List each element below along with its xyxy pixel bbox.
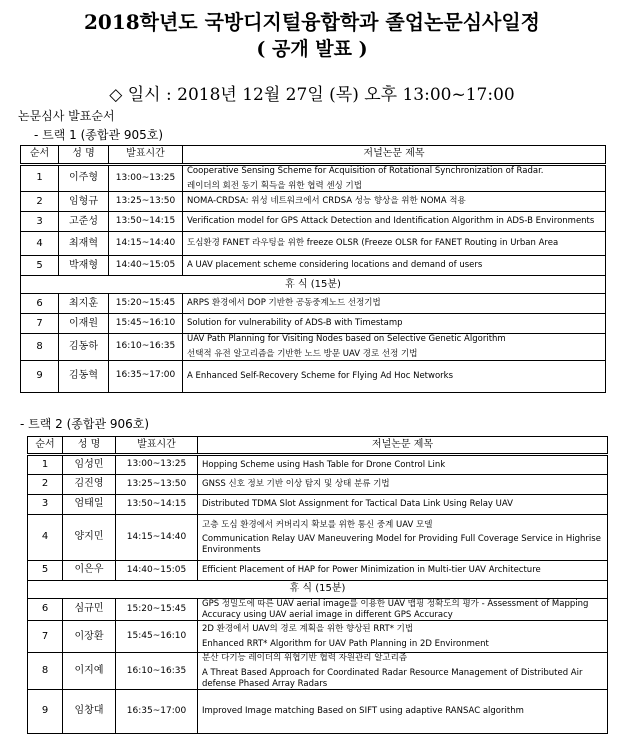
cell-title [183, 360, 606, 392]
paper-title: Solution for vulnerability of ADS-B with Timestamp [187, 318, 403, 329]
break-label: 휴 식 (15분) [21, 276, 606, 294]
header-title: 저널논문 제목 [183, 146, 606, 165]
cell-name: 양지민 [63, 515, 116, 561]
track1-label: - 트랙 1 (종합관 905호) [34, 128, 164, 142]
cell-order: 5 [21, 256, 59, 276]
table-row [21, 232, 606, 256]
cell-time: 13:00~13:25 [109, 165, 183, 192]
paper-title: Improved Image matching Based on SIFT using adaptive RANSAC algorithm [202, 706, 524, 717]
paper-title: Distributed TDMA Slot Assignment for Tactical Data Link Using Relay UAV [202, 499, 513, 510]
cell-title [183, 256, 606, 276]
cell-title [183, 334, 606, 360]
cell-order: 6 [21, 294, 59, 314]
cell-title [198, 621, 608, 653]
cell-title [183, 232, 606, 256]
page-title: 2018학년도 국방디지털융합학과 졸업논문심사일정 [84, 10, 540, 34]
cell-name: 최지훈 [59, 294, 109, 314]
paper-title: Cooperative Sensing Scheme for Acquisition of Rotational Synchronization of Radar. [187, 166, 544, 176]
table-row [28, 475, 608, 495]
paper-title: ARPS 환경에서 DOP 기반한 공동중계노드 선정기법 [187, 298, 381, 309]
cell-title [183, 212, 606, 232]
cell-time: 15:45~16:10 [109, 314, 183, 334]
cell-title [198, 455, 608, 475]
cell-title [198, 561, 608, 581]
paper-title: Verification model for GPS Attack Detection and Identification Algorithm in ADS-B Environments [187, 216, 595, 227]
break-label: 휴 식 (15분) [28, 581, 608, 599]
track2-label: - 트랙 2 (종합관 906호) [20, 417, 150, 431]
paper-title-secondary: A Threat Based Approach for Coordinated Radar Resource Management of Distributed Air defense Phased Array Radars [202, 667, 583, 689]
table-row [28, 561, 608, 581]
cell-order: 4 [21, 232, 59, 256]
cell-order: 1 [28, 455, 63, 475]
cell-time: 13:25~13:50 [109, 192, 183, 212]
header-name: 성 명 [59, 146, 109, 165]
cell-title [183, 314, 606, 334]
break-row [21, 276, 606, 294]
cell-order: 1 [21, 165, 59, 192]
cell-time: 14:40~15:05 [116, 561, 198, 581]
cell-name: 최재혁 [59, 232, 109, 256]
cell-title [183, 192, 606, 212]
table-header-row [28, 437, 608, 455]
paper-title: Efficient Placement of HAP for Power Minimization in Multi-tier UAV Architecture [202, 565, 541, 576]
paper-title: 2D 환경에서 UAV의 경로 계획을 위한 향상된 RRT* 기법 [202, 624, 414, 635]
cell-order: 8 [21, 334, 59, 360]
cell-order: 9 [21, 360, 59, 392]
cell-time: 16:10~16:35 [116, 653, 198, 690]
paper-title: GNSS 신호 정보 기반 이상 탐지 및 상태 분류 기법 [202, 479, 390, 490]
cell-time: 16:35~17:00 [116, 690, 198, 734]
table-row [21, 212, 606, 232]
cell-title [198, 475, 608, 495]
paper-title: 분산 다기능 레이더의 위협기반 협력 자원관리 알고리즘 [202, 653, 408, 664]
cell-time: 13:50~14:15 [109, 212, 183, 232]
table-row [28, 599, 608, 621]
table-row [21, 165, 606, 192]
track1-table [20, 145, 606, 393]
break-row [28, 581, 608, 599]
cell-title [198, 690, 608, 734]
cell-time: 14:15~14:40 [109, 232, 183, 256]
cell-time: 13:00~13:25 [116, 455, 198, 475]
paper-title-secondary: Communication Relay UAV Maneuvering Model for Providing Full Coverage Service in Highrise Environments [202, 534, 601, 555]
cell-order: 2 [21, 192, 59, 212]
paper-title-secondary: 레이더의 회전 동기 획득을 위한 협력 센싱 기법 [187, 180, 362, 191]
cell-order: 3 [28, 495, 63, 515]
table-row [21, 334, 606, 360]
cell-name: 이지예 [63, 653, 116, 690]
cell-title [183, 294, 606, 314]
table-row [21, 192, 606, 212]
cell-name: 김동혁 [59, 360, 109, 392]
cell-order: 7 [28, 621, 63, 653]
cell-time: 16:10~16:35 [109, 334, 183, 360]
cell-time: 13:25~13:50 [116, 475, 198, 495]
cell-name: 임창대 [63, 690, 116, 734]
paper-title: A UAV placement scheme considering locations and demand of users [187, 260, 483, 271]
cell-name: 이주형 [59, 165, 109, 192]
page-subtitle: ( 공개 발표 ) [256, 38, 368, 60]
cell-name: 김진영 [63, 475, 116, 495]
cell-order: 5 [28, 561, 63, 581]
header-time: 발표시간 [116, 437, 198, 455]
cell-time: 15:20~15:45 [116, 599, 198, 621]
table-header-row [21, 146, 606, 165]
table-row [28, 455, 608, 475]
table-row [28, 515, 608, 561]
table-row [21, 314, 606, 334]
section-label: 논문심사 발표순서 [18, 109, 115, 123]
cell-name: 이장환 [63, 621, 116, 653]
cell-time: 15:20~15:45 [109, 294, 183, 314]
table-row [21, 256, 606, 276]
cell-order: 6 [28, 599, 63, 621]
paper-title-secondary: 선택적 유전 알고리즘을 기반한 노드 방문 UAV 경로 선정 기법 [187, 348, 418, 359]
cell-time: 14:40~15:05 [109, 256, 183, 276]
table-row [28, 690, 608, 734]
cell-name: 임형규 [59, 192, 109, 212]
cell-name: 이재원 [59, 314, 109, 334]
cell-name: 고준성 [59, 212, 109, 232]
cell-name: 이은우 [63, 561, 116, 581]
cell-name: 심규민 [63, 599, 116, 621]
table-row [28, 653, 608, 690]
cell-name: 김동하 [59, 334, 109, 360]
table-row [21, 360, 606, 392]
paper-title-secondary: Enhanced RRT* Algorithm for UAV Path Planning in 2D Environment [202, 638, 489, 649]
table-row [28, 621, 608, 653]
header-no: 순서 [21, 146, 59, 165]
schedule-date: ◇ 일시 : 2018년 12월 27일 (목) 오후 13:00~17:00 [109, 85, 515, 105]
table-row [21, 294, 606, 314]
cell-order: 4 [28, 515, 63, 561]
header-title: 저널논문 제목 [198, 437, 608, 455]
table-row [28, 495, 608, 515]
cell-title [198, 515, 608, 561]
cell-time: 15:45~16:10 [116, 621, 198, 653]
cell-title [198, 653, 608, 690]
paper-title: NOMA-CRDSA: 위성 네트워크에서 CRDSA 성능 향상을 위한 NOMA 적용 [187, 196, 466, 207]
cell-title [198, 495, 608, 515]
header-time: 발표시간 [109, 146, 183, 165]
cell-name: 박재형 [59, 256, 109, 276]
cell-title [183, 165, 606, 192]
paper-title: A Enhanced Self-Recovery Scheme for Flying Ad Hoc Networks [187, 370, 454, 381]
cell-order: 7 [21, 314, 59, 334]
header-no: 순서 [28, 437, 63, 455]
paper-title: Hopping Scheme using Hash Table for Drone Control Link [202, 459, 446, 470]
cell-name: 엄태일 [63, 495, 116, 515]
paper-title: GPS 정밀도에 따른 UAV aerial image를 이용한 UAV 맵핑 정확도의 평가 - Assessment of Mapping Accuracy using UAV aerial image in different GPS Accuracy [202, 599, 589, 620]
cell-order: 2 [28, 475, 63, 495]
cell-order: 3 [21, 212, 59, 232]
cell-time: 13:50~14:15 [116, 495, 198, 515]
cell-order: 8 [28, 653, 63, 690]
header-name: 성 명 [63, 437, 116, 455]
cell-name: 임성민 [63, 455, 116, 475]
cell-title [198, 599, 608, 621]
paper-title: 고층 도심 환경에서 커버리지 확보를 위한 통신 중계 UAV 모델 [202, 519, 433, 530]
cell-time: 14:15~14:40 [116, 515, 198, 561]
paper-title: 도심환경 FANET 라우팅을 위한 freeze OLSR (Freeze OLSR for FANET Routing in Urban Area [187, 238, 559, 249]
paper-title: UAV Path Planning for Visiting Nodes based on Selective Genetic Algorithm [187, 334, 506, 345]
cell-time: 16:35~17:00 [109, 360, 183, 392]
cell-order: 9 [28, 690, 63, 734]
track2-table [27, 436, 608, 734]
